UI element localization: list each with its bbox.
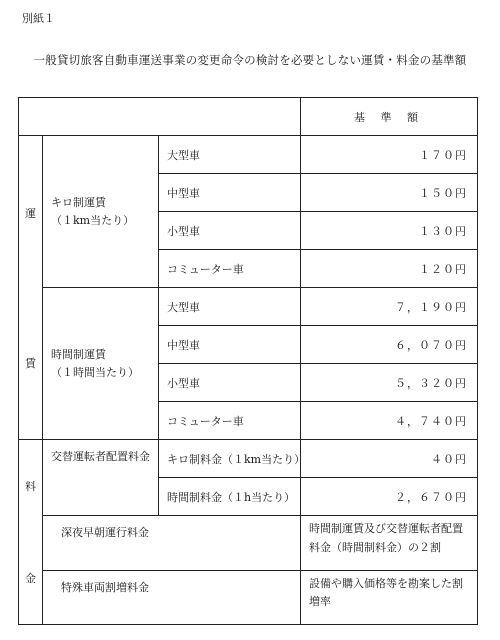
table-row [19,136,478,174]
special-vehicle-note-line1: 設備や購入価格等を勘案した割 [309,576,464,590]
table-row [19,288,478,326]
header-row [19,98,478,136]
vehicle-type: 小型車 [159,212,301,250]
header-blank-cell [19,98,301,136]
fee-item: 時間制料金（１h当たり） [159,478,301,516]
amount: ５，３２０円 [301,364,478,402]
special-vehicle-note-line2: 増率 [309,595,332,609]
amount: ６，０７０円 [301,326,478,364]
category-fee-char: 料 [25,480,36,493]
amount: ７，１９０円 [301,288,478,326]
vehicle-type: コミューター車 [159,250,301,288]
km-fare-label-line1: キロ制運賃 [51,195,106,209]
annex-label: 別紙１ [22,12,55,25]
late-night-label: 深夜早朝運行料金 [43,516,301,570]
document-title: 一般貸切旅客自動車運送事業の変更命令の検討を必要としない運賃・料金の基準額 [33,53,467,67]
km-fare-label [43,136,159,288]
special-vehicle-label: 特殊車両割増料金 [43,570,301,624]
time-fare-label [43,288,159,440]
table-row [19,516,478,570]
vehicle-type: 小型車 [159,364,301,402]
special-vehicle-note [301,570,478,624]
amount: ２，６７０円 [301,478,478,516]
category-fare-char: 賃 [25,356,36,370]
amount: １２０円 [301,250,478,288]
header-amount: 基 準 額 [301,98,478,136]
category-fare-cell [19,136,43,440]
time-fare-label-line1: 時間制運賃 [51,347,106,361]
relief-driver-label: 交替運転者配置料金 [43,440,159,516]
amount: １３０円 [301,212,478,250]
vehicle-type: 大型車 [159,136,301,174]
fee-table [18,97,478,625]
time-fare-label-line2: （１時間当たり） [51,365,139,379]
category-fee-cell [19,440,43,625]
vehicle-type: コミューター車 [159,402,301,440]
category-fee-char: 金 [25,572,36,585]
table-row [19,440,478,478]
amount: １５０円 [301,174,478,212]
vehicle-type: 中型車 [159,326,301,364]
category-fare-char: 運 [25,206,36,220]
amount: １７０円 [301,136,478,174]
amount: ４０円 [301,440,478,478]
late-night-note [301,516,478,570]
late-night-note-line2: 料金（時間制料金）の２割 [309,541,442,555]
km-fare-label-line2: （１km当たり） [51,213,135,227]
amount: ４，７４０円 [301,402,478,440]
late-night-note-line1: 時間制運賃及び交替運転者配置 [309,522,464,536]
vehicle-type: 中型車 [159,174,301,212]
fee-item: キロ制料金（１km当たり） [159,440,301,478]
table-row [19,570,478,624]
vehicle-type: 大型車 [159,288,301,326]
